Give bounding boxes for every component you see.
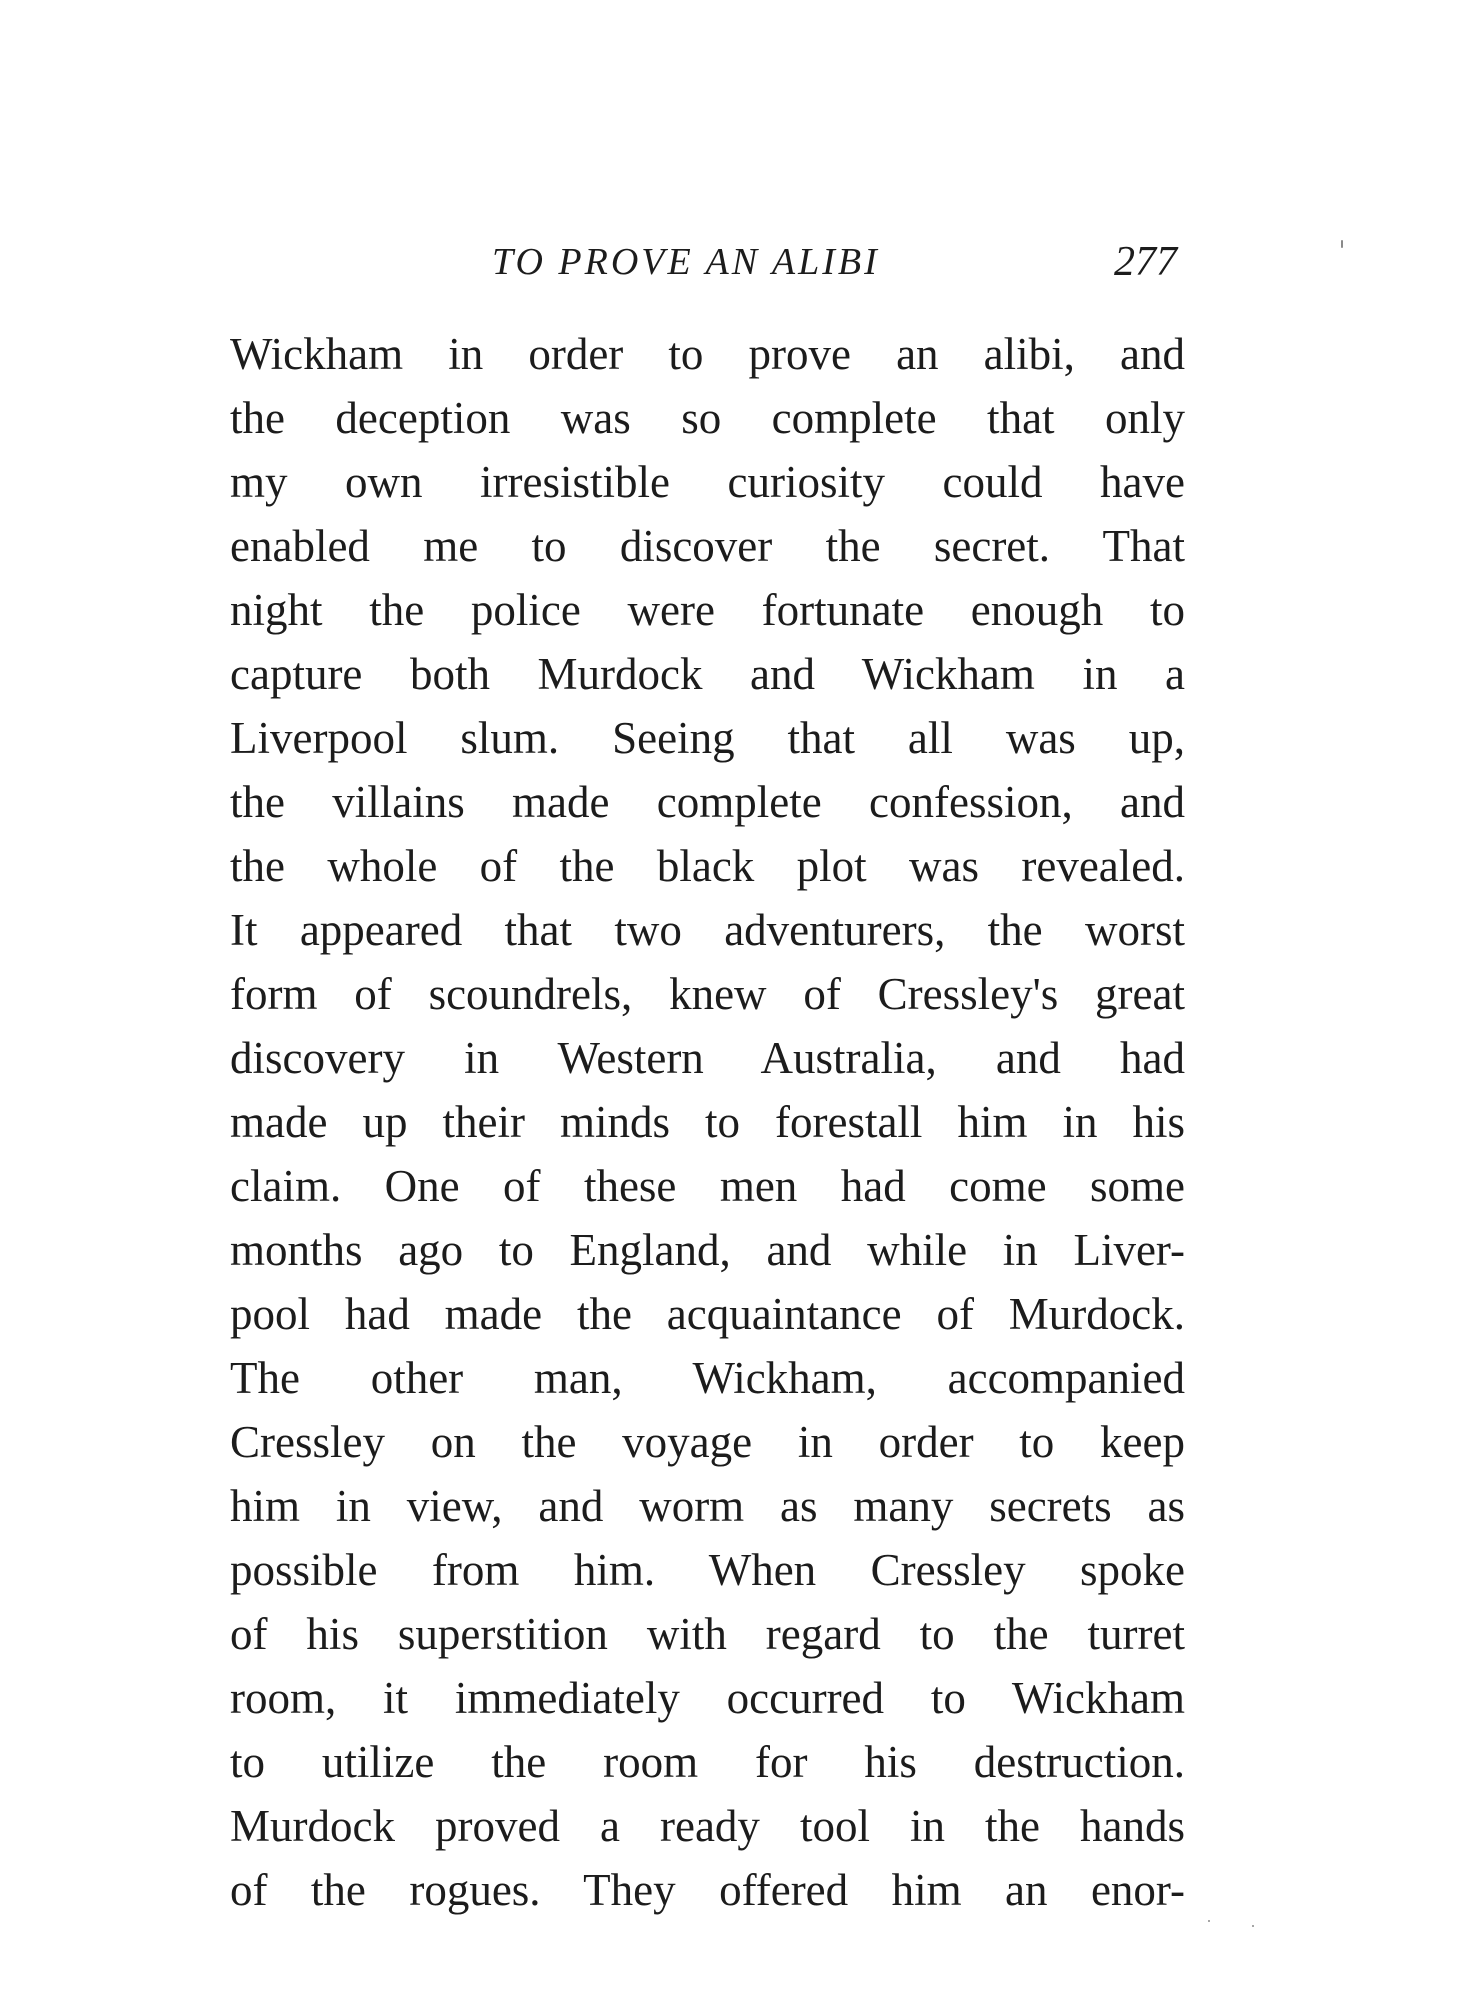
scan-speck <box>1208 1920 1210 1922</box>
text-line: Murdock proved a ready tool in the hands <box>230 1801 1185 1851</box>
text-line: The other man, Wickham, accompanied <box>230 1353 1185 1403</box>
running-head <box>230 232 1185 292</box>
text-line: capture both Murdock and Wickham in a <box>230 649 1185 699</box>
text-line: the deception was so complete that only <box>230 393 1185 443</box>
text-line: Liverpool slum. Seeing that all was up, <box>230 713 1185 763</box>
text-line: Wickham in order to prove an alibi, and <box>230 329 1185 379</box>
text-line: the villains made complete confession, and <box>230 777 1185 827</box>
text-line: months ago to England, and while in Liver- <box>230 1225 1185 1275</box>
text-line: Cressley on the voyage in order to keep <box>230 1417 1185 1467</box>
text-line: to utilize the room for his destruction. <box>230 1737 1185 1787</box>
text-line: of his superstition with regard to the turret <box>230 1609 1185 1659</box>
text-line: made up their minds to forestall him in his <box>230 1097 1185 1147</box>
text-line: the whole of the black plot was revealed. <box>230 841 1185 891</box>
scan-speck <box>1341 240 1343 248</box>
scan-speck <box>1252 1925 1254 1927</box>
text-line: possible from him. When Cressley spoke <box>230 1545 1185 1595</box>
text-line: discovery in Western Australia, and had <box>230 1033 1185 1083</box>
text-line: It appeared that two adventurers, the worst <box>230 905 1185 955</box>
text-line: room, it immediately occurred to Wickham <box>230 1673 1185 1723</box>
text-line: pool had made the acquaintance of Murdock. <box>230 1289 1185 1339</box>
text-line: him in view, and worm as many secrets as <box>230 1481 1185 1531</box>
text-line: my own irresistible curiosity could have <box>230 457 1185 507</box>
running-title: TO PROVE AN ALIBI <box>492 241 880 283</box>
page-number: 277 <box>1114 239 1177 285</box>
text-line: form of scoundrels, knew of Cressley's great <box>230 969 1185 1019</box>
text-line: enabled me to discover the secret. That <box>230 521 1185 571</box>
body-text <box>230 322 1185 1922</box>
text-line: claim. One of these men had come some <box>230 1161 1185 1211</box>
text-line: of the rogues. They offered him an enor- <box>230 1865 1185 1915</box>
text-line: night the police were fortunate enough to <box>230 585 1185 635</box>
